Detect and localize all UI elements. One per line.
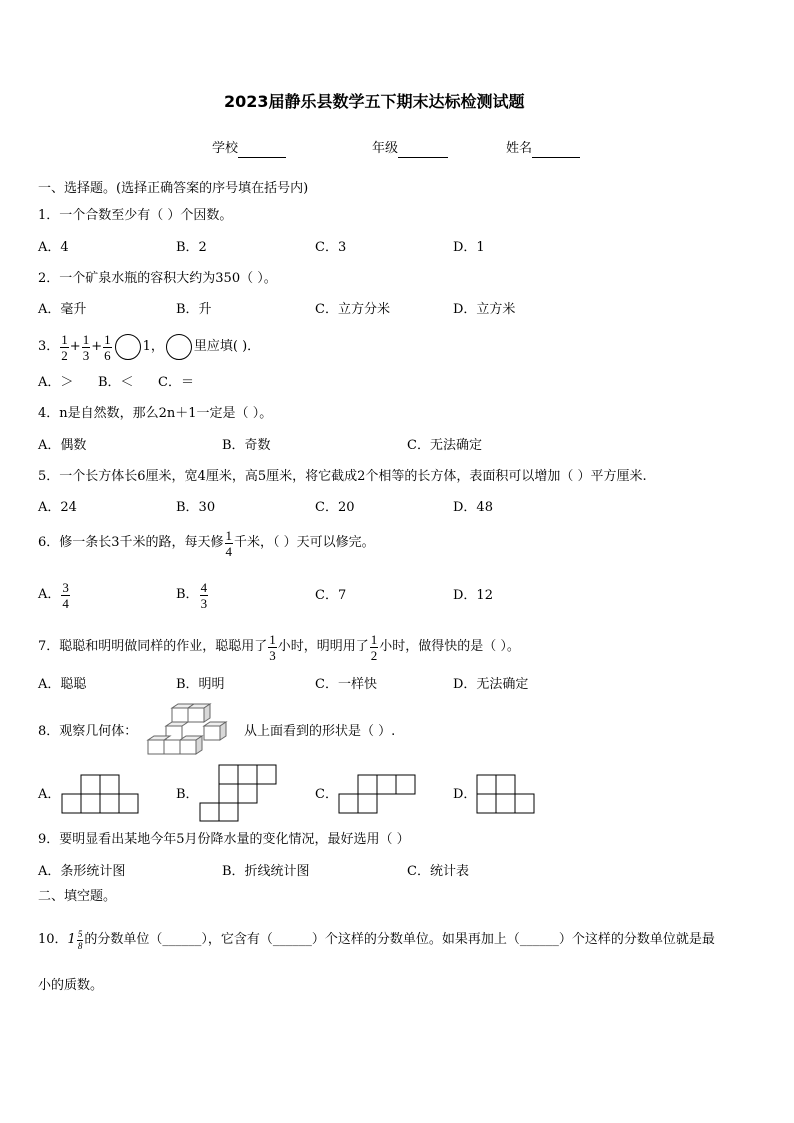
section-2-heading: 二、填空题。 [38,889,117,904]
q4-option-a: A．偶数 [38,438,87,453]
q8-option-b-shape [200,764,278,822]
q3-option-b: B．＜ [98,375,134,390]
q9-option-a: A．条形统计图 [38,864,126,879]
q6-pre: 6．修一条长3千米的路，每天修 [38,535,224,550]
q7-fraction-2: $\frac{1}{2}$ [370,631,378,663]
q9-stem: 9．要明显看出某地今年5月份降水量的变化情况，最好选用（ ） [38,832,410,847]
q8-option-d-shape [477,774,537,814]
q8-post: 从上面看到的形状是（ ）. [244,724,396,739]
q6-option-b-fraction: $\frac{4}{3}$ [200,579,208,611]
q6-post: 千米，（ ）天可以修完。 [234,535,375,550]
q5-option-a: A．24 [38,500,77,515]
q8-option-c-shape [339,774,417,814]
q3-stem [38,329,260,365]
q4-option-b: B．奇数 [222,438,271,453]
q3-fraction-3: $\frac{1}{6}$ [104,331,111,363]
q3-circle-reference [166,334,192,360]
q9-option-b: B．折线统计图 [222,864,310,879]
q7-option-a: A．聪聪 [38,677,87,692]
q3-option-c: C．＝ [158,375,194,390]
q6-option-a: A． $\frac{3}{4}$ [38,579,69,611]
q6-option-a-fraction: $\frac{3}{4}$ [62,579,69,611]
name-field [506,141,580,158]
q6-option-c: C．7 [315,588,347,603]
q8-cube-solid-figure [148,704,234,756]
school-field [212,141,286,158]
q5-option-d: D．48 [453,500,493,515]
q10-number: 10． [38,932,68,947]
q4-option-c: C．无法确定 [407,438,482,453]
q8-option-d: D． [453,787,477,802]
section-1-heading: 一、选择题。(选择正确答案的序号填在括号内) [38,181,309,196]
q1-option-d: D．1 [453,240,485,255]
q2-option-c: C．立方分米 [315,302,390,317]
q7-option-c: C．一样快 [315,677,377,692]
q7-fraction-1: $\frac{1}{3}$ [269,631,276,663]
q8-option-c: C． [315,787,338,802]
q2-option-d: D．立方米 [453,302,516,317]
q5-option-b: B．30 [176,500,216,515]
grade-label: 年级 [372,141,399,156]
q8-option-a-shape [62,774,140,814]
q8-option-b: B． [176,787,199,802]
q10-text: 的分数单位（______），它含有（______）个这样的分数单位。如果再加上（______）个这样的分数单位就是最 [84,932,715,947]
q5-option-c: C．20 [315,500,355,515]
q1-option-b: B．2 [176,240,207,255]
q3-fraction-1: $\frac{1}{2}$ [61,331,68,363]
q2-stem: 2．一个矿泉水瓶的容积大约为350（ ）。 [38,271,277,286]
q3-option-a: A．＞ [38,375,74,390]
q10-stem [38,926,715,954]
q6-option-d: D．12 [453,588,493,603]
q10-mixed-number: 1 $\frac{5}{8}$ [67,928,83,951]
q10-fraction: $\frac{5}{8}$ [77,928,83,951]
q2-option-b: B．升 [176,302,212,317]
q6-fraction: $\frac{1}{4}$ [225,527,233,559]
q3-plus-1: + [69,339,81,354]
page-title: 2023届静乐县数学五下期末达标检测试题 [224,92,525,111]
name-label: 姓名 [506,141,533,156]
grade-field [372,141,448,158]
q7-post: 小时，做得快的是（ ）。 [379,639,520,654]
q8-option-a: A． [38,787,61,802]
q6-stem [38,524,375,562]
q3-fraction-2: $\frac{1}{3}$ [82,331,90,363]
school-label: 学校 [212,141,239,156]
q7-option-d: D．无法确定 [453,677,529,692]
q7-stem [38,628,520,666]
q3-number: 3． [38,339,60,354]
q1-option-a: A．4 [38,240,69,255]
q5-stem: 5．一个长方体长6厘米，宽4厘米，高5厘米，将它截成2个相等的长方体，表面积可以增加（ ）平方厘米. [38,469,647,484]
q1-stem: 1．一个合数至少有（ ）个因数。 [38,208,233,223]
q3-one: 1， [142,339,164,354]
q3-tail: 里应填( )． [193,339,261,354]
q9-option-c: C．统计表 [407,864,469,879]
q4-stem: 4．n是自然数，那么2n＋1一定是（ ）。 [38,406,273,421]
q7-pre: 7．聪聪和明明做同样的作业，聪聪用了 [38,639,268,654]
q6-option-b: B． $\frac{4}{3}$ [176,579,208,611]
q10-line2: 小的质数。 [38,978,104,993]
q2-option-a: A．毫升 [38,302,87,317]
q1-option-c: C．3 [315,240,347,255]
q8-pre: 8．观察几何体： [38,724,138,739]
q3-plus-2: + [91,339,103,354]
q7-option-b: B．明明 [176,677,225,692]
q7-mid: 小时，明明用了 [277,639,369,654]
q3-answer-circle [115,334,141,360]
